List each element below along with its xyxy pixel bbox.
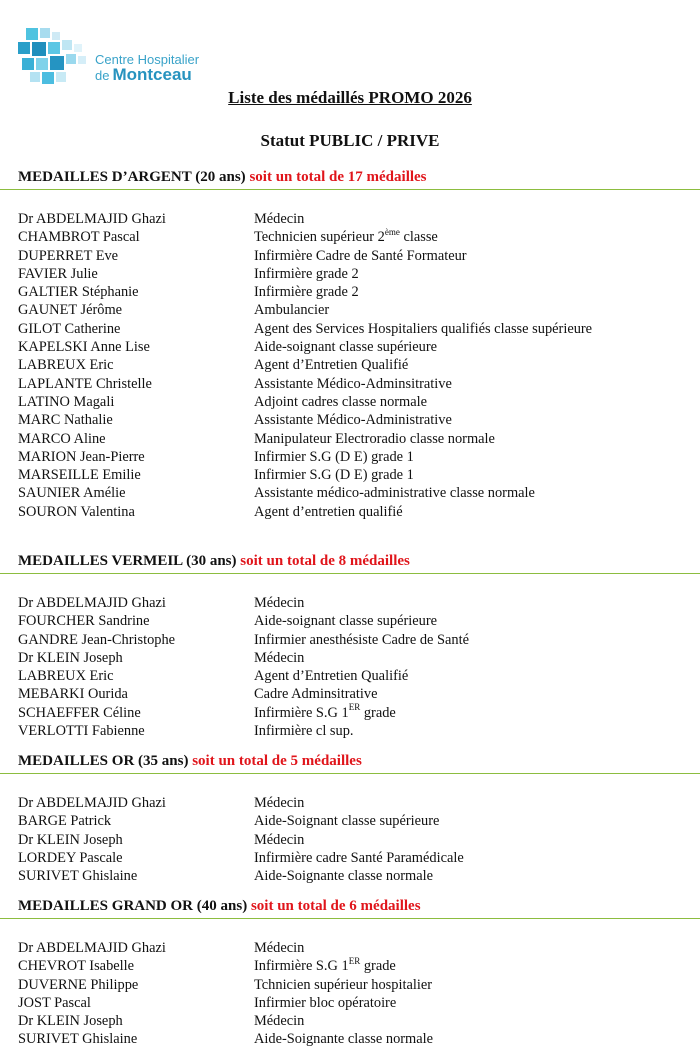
medalist-name: LABREUX Eric [18, 668, 114, 685]
section-divider [0, 573, 700, 574]
medalist-name: Dr ABDELMAJID Ghazi [18, 940, 166, 956]
medalist-name: MEBARKI Ourida [18, 686, 128, 703]
medalist-name: Dr ABDELMAJID Ghazi [18, 211, 166, 227]
medalist-row [0, 849, 700, 867]
medalist-row [0, 448, 700, 466]
medalist-role: Infirmière cadre Santé Paramédicale [254, 849, 464, 866]
medal-section [0, 169, 700, 521]
section-heading [0, 553, 700, 575]
role-superscript: ER [348, 701, 361, 712]
medalist-role: Aide-Soignant classe supérieure [254, 813, 440, 830]
medalist-row [0, 247, 700, 265]
medalist-name: Dr KLEIN Joseph [18, 649, 123, 666]
medalist-name: FOURCHER Sandrine [18, 613, 150, 630]
medalist-row [0, 1030, 700, 1048]
medalist-name: DUVERNE Philippe [18, 976, 139, 993]
medalist-row [0, 301, 700, 319]
logo-prefix: de [95, 68, 110, 83]
medalist-role: Manipulateur Electroradio classe normale [254, 430, 495, 447]
medalist-name: Dr KLEIN Joseph [18, 1013, 123, 1030]
logo-line-1: Centre Hospitalier [95, 52, 200, 67]
medalist-name: Dr ABDELMAJID Ghazi [18, 595, 166, 611]
medalist-name: MARC Nathalie [18, 412, 113, 429]
medalist-role: Médecin [254, 649, 305, 666]
section-divider [0, 189, 700, 190]
medalist-role: Aide-Soignante classe normale [254, 868, 434, 885]
medalist-row [0, 957, 700, 975]
section-total: soit un total de 17 médailles [249, 169, 427, 185]
medalist-name: KAPELSKI Anne Lise [18, 339, 150, 356]
medalist-row [0, 994, 700, 1012]
medalist-row [0, 411, 700, 429]
medalist-role: Assistante Médico-Adminsitrative [254, 375, 452, 392]
section-title: MEDAILLES VERMEIL (30 ans) [18, 553, 241, 569]
medalist-row [0, 210, 700, 228]
medalist-role: Infirmière Cadre de Santé Formateur [254, 247, 467, 264]
medalist-name: FAVIER Julie [18, 265, 98, 282]
medalist-name: SCHAEFFER Céline [18, 704, 141, 721]
medalist-name: Dr ABDELMAJID Ghazi [18, 795, 166, 811]
section-title: MEDAILLES D’ARGENT (20 ans) [18, 169, 250, 185]
medalist-row [0, 612, 700, 630]
medalist-role: Infirmier S.G (D E) grade 1 [254, 448, 414, 465]
medalist-row [0, 812, 700, 830]
medalist-role: Infirmière S.G 1ER grade [254, 955, 396, 975]
section-heading [0, 169, 700, 191]
section-heading [0, 753, 700, 775]
medalist-role: Médecin [254, 595, 305, 611]
section-total: soit un total de 8 médailles [240, 553, 410, 569]
document-title [0, 88, 700, 108]
medalist-row [0, 594, 700, 612]
medalist-role: Aide-Soignante classe normale [254, 1031, 434, 1048]
medalist-row [0, 939, 700, 957]
medalist-row [0, 667, 700, 685]
medalist-role: Ambulancier [254, 302, 330, 319]
medalist-list [0, 794, 700, 885]
section-divider [0, 773, 700, 774]
medalist-list [0, 210, 700, 521]
medalist-row [0, 430, 700, 448]
medalist-row [0, 393, 700, 411]
medal-section [0, 753, 700, 885]
section-divider [0, 918, 700, 919]
medalist-row [0, 701, 700, 722]
medalist-role: Médecin [254, 831, 305, 848]
medalist-role: Technicien supérieur 2ème classe [254, 226, 438, 246]
medalist-name: GANDRE Jean-Christophe [18, 631, 176, 648]
medalist-role: Infirmier anesthésiste Cadre de Santé [254, 631, 469, 648]
medalist-row [0, 794, 700, 812]
medalist-role: Agent des Services Hospitaliers qualifiés classe supérieure [254, 320, 593, 337]
medalist-name: DUPERRET Eve [18, 247, 119, 264]
section-total: soit un total de 6 médailles [250, 898, 421, 914]
medalist-role: Médecin [254, 940, 305, 956]
medalist-row [0, 722, 700, 740]
medalist-row [0, 831, 700, 849]
medalist-role: Infirmière S.G 1ER grade [254, 701, 396, 721]
medalist-row [0, 867, 700, 885]
section-heading [0, 898, 700, 920]
logo-brand: Montceau [112, 65, 192, 84]
medalist-name: Dr KLEIN Joseph [18, 831, 123, 848]
medalist-role: Cadre Adminsitrative [254, 686, 378, 703]
medalist-name: MARCO Aline [18, 430, 106, 447]
document-title-text: Liste des médaillés PROMO 2026 [228, 88, 472, 107]
medalist-row [0, 228, 700, 246]
medalist-name: LORDEY Pascale [18, 849, 123, 866]
logo-line-2 [95, 65, 192, 85]
medalist-name: SURIVET Ghislaine [18, 1031, 138, 1048]
medalist-name: SOURON Valentina [18, 503, 135, 520]
medalist-role: Assistante Médico-Administrative [254, 412, 452, 429]
medalist-list [0, 594, 700, 740]
medalist-row [0, 649, 700, 667]
medalist-role: Infirmière cl sup. [254, 723, 354, 740]
medalist-row [0, 503, 700, 521]
medalist-role: Infirmière grade 2 [254, 284, 359, 301]
medalist-role: Assistante médico-administrative classe normale [254, 485, 535, 502]
medalist-row [0, 375, 700, 393]
medalist-role: Infirmier bloc opératoire [254, 994, 397, 1011]
medalist-row [0, 338, 700, 356]
medalist-name: VERLOTTI Fabienne [18, 723, 145, 740]
medalist-row [0, 265, 700, 283]
medal-section [0, 553, 700, 740]
medalist-role: Adjoint cadres classe normale [254, 393, 428, 410]
role-superscript: ème [384, 226, 400, 237]
section-title: MEDAILLES GRAND OR (40 ans) [18, 898, 251, 914]
medalist-list [0, 939, 700, 1049]
medalist-name: GALTIER Stéphanie [18, 284, 139, 301]
medalist-role: Aide-soignant classe supérieure [254, 339, 438, 356]
medalist-name: LAPLANTE Christelle [18, 375, 152, 392]
medalist-row [0, 466, 700, 484]
medalist-name: BARGE Patrick [18, 813, 112, 830]
hospital-logo [16, 26, 216, 92]
section-total: soit un total de 5 médailles [192, 753, 362, 769]
medalist-name: LABREUX Eric [18, 357, 114, 374]
medal-section [0, 898, 700, 1049]
medalist-role: Médecin [254, 1013, 305, 1030]
medalist-row [0, 976, 700, 994]
medalist-row [0, 356, 700, 374]
medalist-role: Agent d’Entretien Qualifié [254, 357, 409, 374]
medalist-name: MARSEILLE Emilie [18, 467, 141, 484]
medalist-role: Médecin [254, 795, 305, 811]
medalist-name: CHAMBROT Pascal [18, 229, 140, 246]
medalist-name: MARION Jean-Pierre [18, 448, 145, 465]
medalist-name: LATINO Magali [18, 393, 115, 410]
medalist-name: SAUNIER Amélie [18, 485, 126, 502]
medalist-role: Aide-soignant classe supérieure [254, 613, 438, 630]
role-superscript: ER [348, 955, 361, 966]
medalist-role: Agent d’entretien qualifié [254, 503, 403, 520]
medalist-name: GILOT Catherine [18, 320, 121, 337]
medalist-row [0, 320, 700, 338]
medalist-row [0, 631, 700, 649]
medalist-row [0, 1012, 700, 1030]
document-subtitle: Statut PUBLIC / PRIVE [260, 131, 440, 150]
medalist-name: JOST Pascal [18, 994, 91, 1011]
medalist-name: CHEVROT Isabelle [18, 958, 135, 975]
medalist-role: Agent d’Entretien Qualifié [254, 668, 409, 685]
medalist-role: Infirmier S.G (D E) grade 1 [254, 467, 414, 484]
logo-mosaic-icon [16, 26, 88, 86]
medalist-row [0, 283, 700, 301]
medalist-name: SURIVET Ghislaine [18, 868, 138, 885]
medalist-role: Tchnicien supérieur hospitalier [254, 976, 433, 993]
medalist-name: GAUNET Jérôme [18, 302, 123, 319]
section-title: MEDAILLES OR (35 ans) [18, 753, 193, 769]
medalist-row [0, 484, 700, 502]
medalist-role: Infirmière grade 2 [254, 265, 359, 282]
medalist-role: Médecin [254, 211, 305, 227]
